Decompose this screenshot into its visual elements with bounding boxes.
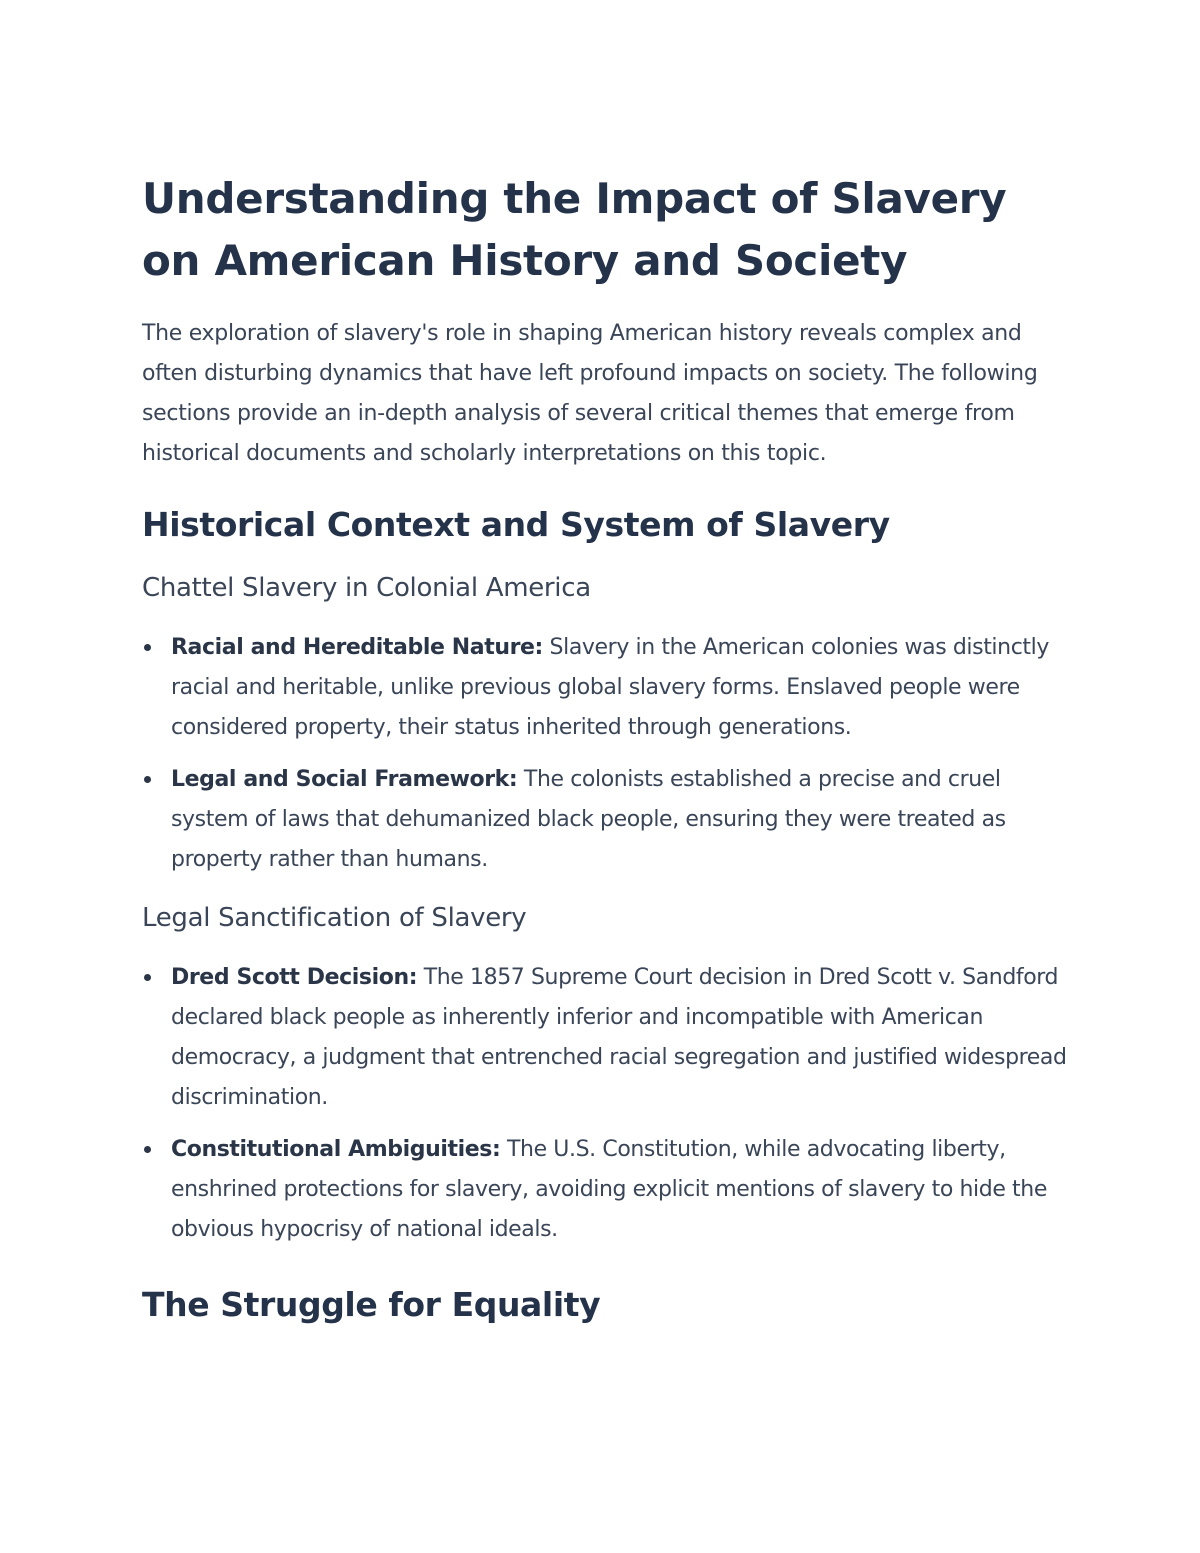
bullet-icon xyxy=(144,974,151,981)
section-heading-historical-context: Historical Context and System of Slavery xyxy=(142,505,890,544)
section-heading-struggle-for-equality: The Struggle for Equality xyxy=(142,1285,601,1324)
list-item xyxy=(142,628,1072,748)
document-page xyxy=(142,168,1072,1330)
list-item-text: The U.S. Constitution, while advocating liberty, enshrined protections for slavery, avoiding explicit mentions of slavery to hide the obvious hypocrisy of national ideals. xyxy=(171,1137,1047,1242)
bullet-icon xyxy=(144,644,151,651)
bullet-icon xyxy=(144,1146,151,1153)
subsection-heading-legal-sanctification: Legal Sanctification of Slavery xyxy=(142,903,527,933)
bullet-list xyxy=(142,628,1072,880)
list-item-term: Constitutional Ambiguities: xyxy=(171,1137,501,1162)
list-item xyxy=(142,1130,1072,1250)
document-title: Understanding the Impact of Slavery on American History and Society xyxy=(142,174,1007,285)
list-item xyxy=(142,760,1072,880)
list-item xyxy=(142,958,1072,1118)
list-item-text: The colonists established a precise and cruel system of laws that dehumanized black people, ensuring they were treated as property rather than humans. xyxy=(171,767,1006,872)
bullet-list xyxy=(142,958,1072,1250)
intro-paragraph: The exploration of slavery's role in shaping American history reveals complex and often disturbing dynamics that have left profound impacts on society. The following sections provide an in-depth analysis of several critical themes that emerge from historical documents and scholarly interpretations on this topic. xyxy=(142,321,1038,466)
list-item-term: Legal and Social Framework: xyxy=(171,767,518,792)
list-item-term: Dred Scott Decision: xyxy=(171,965,418,990)
bullet-icon xyxy=(144,776,151,783)
list-item-text: The 1857 Supreme Court decision in Dred Scott v. Sandford declared black people as inherently inferior and incompatible with American democracy, a judgment that entrenched racial segregation and justified widespread discrimination. xyxy=(171,965,1067,1110)
list-item-term: Racial and Hereditable Nature: xyxy=(171,635,543,660)
subsection-heading-chattel-slavery: Chattel Slavery in Colonial America xyxy=(142,573,591,603)
list-item-text: Slavery in the American colonies was distinctly racial and heritable, unlike previous global slavery forms. Enslaved people were considered property, their status inherited through generations. xyxy=(171,635,1049,740)
